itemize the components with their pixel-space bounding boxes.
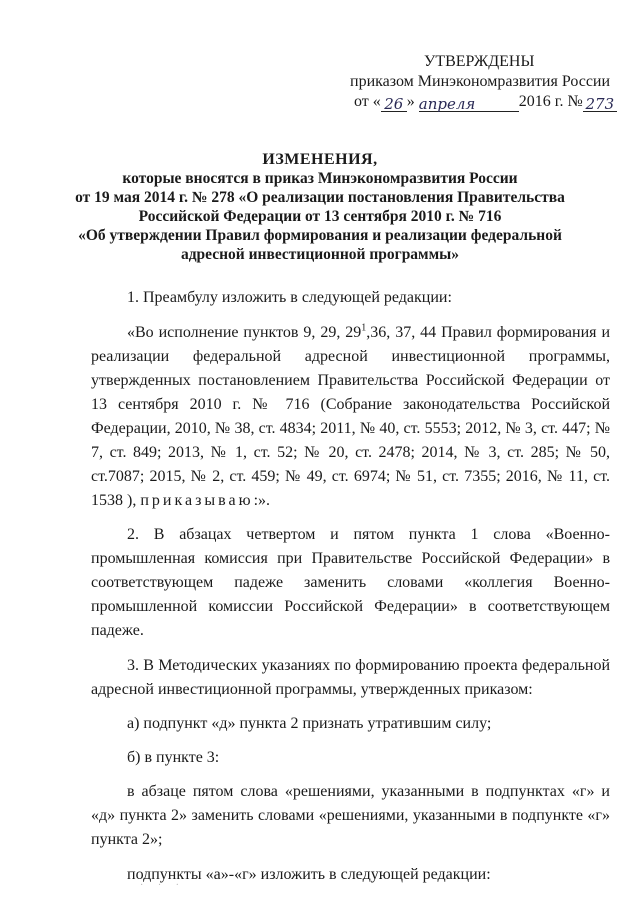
approval-heading: УТВЕРЖДЕНЫ (424, 53, 535, 70)
order-number-handwritten: 273 (585, 95, 615, 113)
paragraph-2-middle: ,36, 37, 44 Правил формирования и реализации федеральной адресной инвестиционной программы, утвержденных постановлением Правительства Российской Федерации от 13 сентября 2010 г. № 716 (Собрание законодательства Российской Федерации, 2010, № 38, ст. 4834; 2011, № 40, ст. 5553; 2012, № 3, ст. 447; № 7, ст. 849; 2013, № 1, ст. 52; № 20, ст. 2478; 2014, № 3, ст. 285; № 50, ст.7087; 2015, № 2, ст. 459; № 49, ст. 6974; № 51, ст. 7355; 2016, № 11, ст. 1538 ), (91, 323, 611, 509)
paragraph-3: 2. В абзацах четвертом и пятом пункта 1 слова «Военно-промышленная комиссия при Правительстве Российской Федерации» в соответствующем падеже заменить словами «коллегия Военно-промышленной комиссии Российской Федерации» в соответствующем падеже. (91, 526, 610, 639)
document-title-block (60, 150, 580, 264)
paragraph-8: подпункты «а»-«г» изложить в следующей редакции: (127, 865, 491, 883)
title-line-4: «Об утверждении Правил формирования и реализации федеральной (78, 227, 562, 244)
date-day-handwritten: 26 (384, 95, 404, 113)
paragraph-4: 3. В Методических указаниях по формированию проекта федеральной адресной инвестиционной программы, утвержденных приказом: (91, 656, 610, 698)
date-month-handwritten: апреля (418, 95, 476, 113)
date-prefix: от « (354, 93, 381, 110)
paragraph-2-end: :». (253, 491, 271, 509)
document-main-title: ИЗМЕНЕНИЯ, (262, 151, 378, 168)
title-line-2: от 19 мая 2014 г. № 278 «О реализации постановления Правительства (75, 189, 565, 206)
paragraph-2-superscript: 1 (361, 322, 367, 334)
title-line-3: Российской Федерации от 13 сентября 2010 г. № 716 (138, 208, 502, 225)
order-number-field (583, 94, 617, 112)
paragraph-2-start: «Во исполнение пунктов 9, 29, 29 (127, 323, 362, 341)
document-body (91, 286, 610, 897)
paragraph-6: б) в пункте 3: (127, 749, 220, 766)
title-line-5: адресной инвестиционной программы» (180, 246, 460, 263)
paragraph-1: 1. Преамбулу изложить в следующей редакции: (127, 289, 452, 306)
paragraph-5: а) подпункт «д» пункта 2 признать утратившим силу; (127, 715, 492, 732)
date-year: 2016 г. № (518, 93, 583, 110)
date-day-field (381, 94, 407, 112)
date-mid: » (406, 93, 415, 110)
date-month-field (419, 94, 519, 112)
approval-stamp-block (350, 52, 620, 112)
scan-noise: · · · (140, 880, 185, 891)
paragraph-2-spaced-word: приказываю (140, 491, 254, 509)
approval-date-line (350, 92, 620, 112)
title-line-1: которые вносятся в приказ Минэкономразвития России (122, 170, 518, 187)
approval-order-line: приказом Минэкономразвития России (350, 73, 611, 90)
paragraph-7: в абзаце пятом слова «решениями, указанными в подпунктах «г» и «д» пункта 2» заменить словами «решениями, указанными в подпункте «г» пункта 2»; (91, 783, 610, 848)
paragraph-2 (91, 321, 610, 513)
